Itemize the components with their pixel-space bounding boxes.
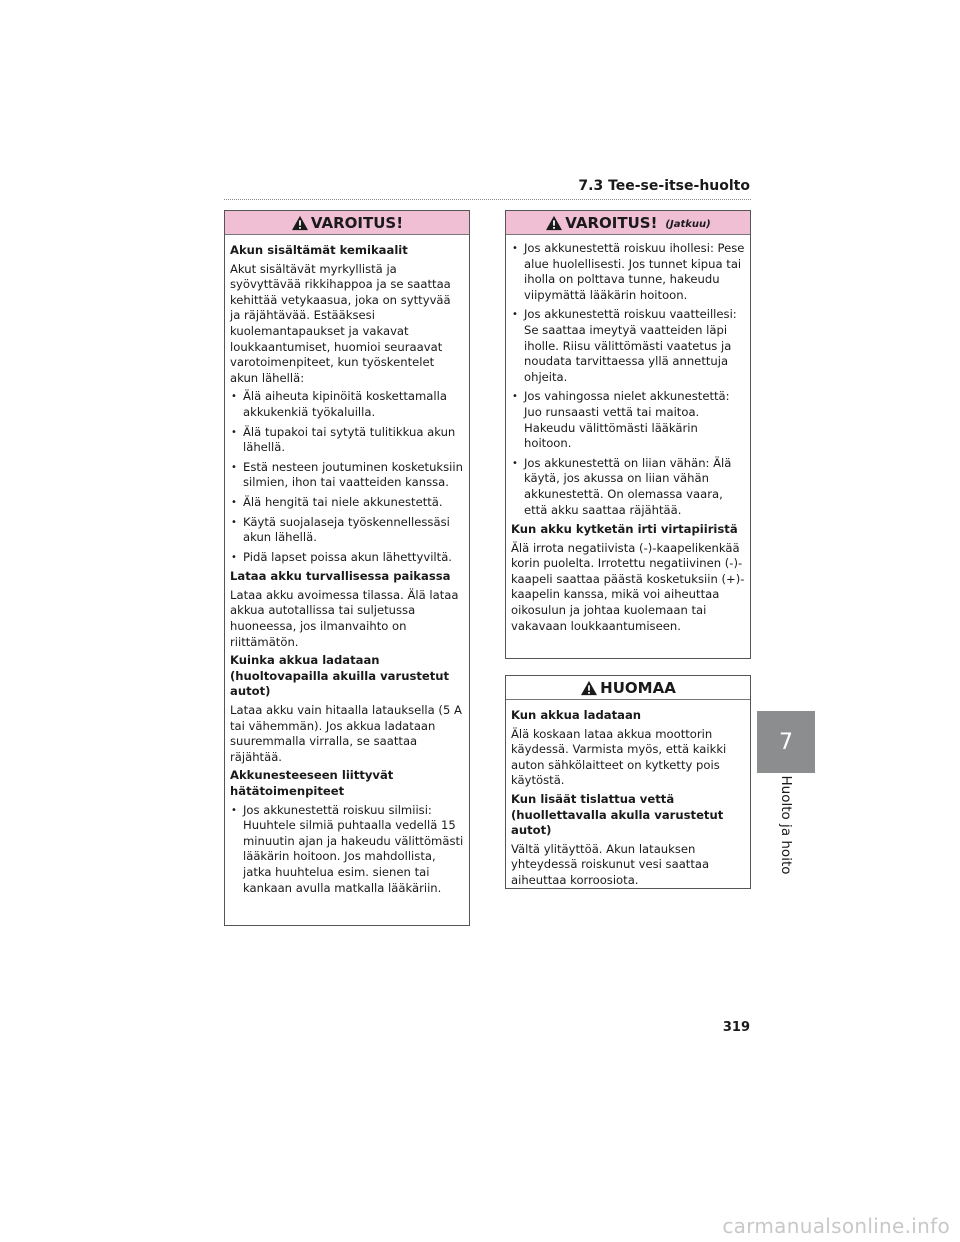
paragraph: Akut sisältävät myrkyllistä ja syövyttävää rikkihappoa ja se saattaa kehittää vetykaasua, joka on syttyvää ja räjähtävää. Estääksesi kuolemantapaukset ja vakavat loukkaantumiset, huomioi seuraavat varotoimenpiteet, kun työskentelet akun lähellä: [230, 261, 451, 385]
bullet-list [230, 389, 464, 565]
list-item: • Jos akkunestettä on liian vähän: Älä käytä, jos akussa on liian vähän akkunestettä. On olemassa vaara, että akku saattaa räjähtää. [511, 456, 745, 518]
list-item: • Jos akkunestettä roiskuu silmiisi: Huuhtele silmiä puhtaalla vedellä 15 minuutin ajan ja hakeudu välittömästi lääkärin hoitoon. Jos mahdollista, jatka huuhtelua esim. sienen tai kankaan avulla matkalla lääkäriin. [230, 803, 464, 897]
chapter-tab[interactable] [757, 711, 815, 773]
section-heading: Kun akku kytketän irti virtapiiristä [511, 522, 738, 537]
section-heading: Kuinka akkua ladataan (huoltovapailla akuilla varustetut autot) [230, 653, 450, 699]
notice-title: HUOMAA [600, 678, 676, 697]
section-heading: Akkunesteeseen liittyvät hätätoimenpiteet [230, 768, 394, 798]
warning-header [506, 211, 750, 235]
paragraph: Älä irrota negatiivista (-)-kaapelikenkää korin puolelta. Irrotettu negatiivinen (-)-kaapeli saattaa päästä kosketuksiin (+)-kaapelin kanssa, mikä voi aiheuttaa oikosulun ja johtaa kuolemaan tai vakavaan loukkaantumiseen. [511, 540, 745, 633]
paragraph: Vältä ylitäyttöä. Akun latauksen yhteydessä roiskunut vesi saattaa aiheuttaa korroosiota. [511, 841, 710, 887]
list-item: • Estä nesteen joutuminen kosketuksiin silmien, ihon tai vaatteiden kanssa. [230, 460, 464, 491]
notice-header [506, 676, 750, 700]
warning-body [506, 235, 750, 643]
list-item: • Käytä suojalaseja työskennellessäsi akun lähellä. [230, 515, 464, 546]
warning-title: VAROITUS! [310, 213, 404, 232]
paragraph: Lataa akku vain hitaalla latauksella (5 A tai vähemmän). Jos akkua ladataan suuremmalla virralla, se saattaa räjähtää. [230, 703, 462, 764]
continued-label: (Jatkuu) [665, 219, 711, 230]
section-title: 7.3 Tee-se-itse-huolto [578, 178, 750, 194]
list-item: • Jos vahingossa nielet akkunestettä: Juo runsaasti vettä tai maitoa. Hakeudu välittömästi lääkärin hoitoon. [511, 389, 745, 451]
warning-box-left [224, 210, 470, 926]
paragraph: Lataa akku avoimessa tilassa. Älä lataa akkua autotallissa tai suljetussa huoneessa, jos ilmanvaihto on riittämätön. [230, 587, 459, 649]
section-heading: Akun sisältämät kemikaalit [230, 243, 408, 257]
bullet-list [511, 241, 745, 518]
warning-body [225, 235, 469, 906]
watermark: carmanualsonline.info [722, 1214, 950, 1238]
section-heading: Kun lisäät tislattua vettä (huollettavalla akulla varustetut autot) [511, 791, 724, 838]
warning-box-right [505, 210, 751, 659]
header-divider [224, 199, 751, 200]
section-heading: Lataa akku turvallisessa paikassa [230, 569, 451, 584]
warning-title: VAROITUS! [565, 213, 658, 232]
list-item: • Jos akkunestettä roiskuu vaatteillesi: Se saattaa imeytyä vaatteiden läpi iholle. Riisu välittömästi vaatetus ja noudata tarvittaessa yllä annettuja ohjeita. [511, 307, 745, 385]
list-item: • Älä aiheuta kipinöitä koskettamalla akkukenkiä työkaluilla. [230, 389, 464, 420]
list-item: • Jos akkunestettä roiskuu ihollesi: Pese alue huolellisesti. Jos tunnet kipua tai iholla on polttava tunne, hakeudu viipymättä lääkärin hoitoon. [511, 241, 745, 303]
notice-box [505, 675, 751, 889]
page-number: 319 [722, 1020, 750, 1035]
list-item: • Älä hengitä tai niele akkunestettä. [230, 495, 464, 511]
list-item: • Pidä lapset poissa akun lähettyviltä. [230, 550, 464, 566]
chapter-number: 7 [779, 729, 793, 755]
paragraph: Älä koskaan lataa akkua moottorin käydessä. Varmista myös, että kaikki auton sähkölaitteet on kytketty pois käytöstä. [511, 726, 727, 788]
list-item: • Älä tupakoi tai sytytä tulitikkua akun lähellä. [230, 425, 464, 456]
section-heading: Kun akkua ladataan [511, 708, 642, 722]
chapter-label: Huolto ja hoito [778, 775, 794, 875]
warning-header [225, 211, 469, 235]
warning-triangle-icon [545, 215, 563, 231]
bullet-list [230, 803, 464, 897]
warning-triangle-icon [291, 215, 309, 231]
notice-triangle-icon [580, 680, 598, 696]
notice-body [506, 700, 750, 898]
